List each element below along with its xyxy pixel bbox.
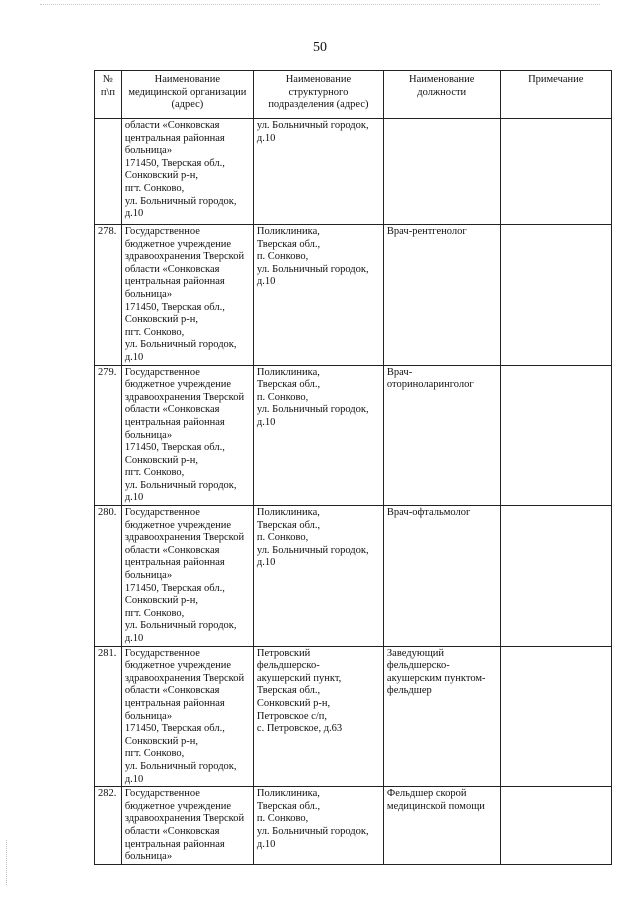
- subdivision-cell: [253, 225, 383, 366]
- organization-cell-line: больница»: [124, 710, 173, 722]
- organization-cell-line: ул. Больничный городок,: [124, 620, 237, 632]
- organization-cell-line: бюджетное учреждение: [124, 238, 232, 250]
- organization-cell-line: ул. Больничный городок,: [124, 339, 237, 351]
- organization-cell-line: Сонковский р-н,: [124, 314, 199, 326]
- organization-cell-line: области «Сонковская: [124, 685, 220, 697]
- organization-cell-line: здравоохранения Тверской: [124, 391, 245, 403]
- subdivision-cell-line: Петровское с/п,: [256, 710, 327, 722]
- subdivision-cell-line: Тверская обл.,: [256, 800, 321, 812]
- position-cell-line: Врач-офтальмолог: [386, 507, 471, 519]
- organization-cell-line: бюджетное учреждение: [124, 660, 232, 672]
- organization-cell-line: здравоохранения Тверской: [124, 532, 245, 544]
- subdivision-cell: [253, 646, 383, 787]
- organization-cell-line: пгт. Сонково,: [124, 748, 185, 760]
- organization-cell-line: пгт. Сонково,: [124, 467, 185, 479]
- table-row: [95, 646, 612, 787]
- subdivision-cell: [253, 787, 383, 865]
- organization-cell-line: д.10: [124, 492, 144, 504]
- organization-cell-line: 171450, Тверская обл.,: [124, 157, 225, 169]
- table-header-row: [95, 71, 612, 119]
- position-cell-line: фельдшер: [386, 685, 432, 697]
- organization-cell-line: области «Сонковская: [124, 825, 220, 837]
- organization-cell-line: д.10: [124, 633, 144, 644]
- organization-cell-line: 171450, Тверская обл.,: [124, 582, 225, 594]
- organization-cell-line: Сонковский р-н,: [124, 454, 199, 466]
- positions-table: [94, 70, 612, 865]
- organization-cell-line: бюджетное учреждение: [124, 800, 232, 812]
- organization-cell-line: области «Сонковская: [124, 120, 220, 131]
- organization-cell-line: больница»: [124, 851, 173, 863]
- organization-cell-line: ул. Больничный городок,: [124, 479, 237, 491]
- position-cell: [383, 506, 500, 647]
- subdivision-cell-line: п. Сонково,: [256, 391, 309, 403]
- table-row: [95, 225, 612, 366]
- subdivision-cell: [253, 365, 383, 506]
- organization-cell-line: пгт. Сонково,: [124, 326, 185, 338]
- subdivision-cell-line: ул. Больничный городок,: [256, 404, 369, 416]
- header-position: Наименование должности: [383, 71, 500, 119]
- row-number: 278.: [95, 225, 122, 366]
- position-cell-line: Врач-: [386, 366, 413, 378]
- header-organization: Наименование медицинской организации (адрес): [121, 71, 253, 119]
- subdivision-cell-line: д.10: [256, 276, 276, 288]
- header-num: № п\п: [95, 71, 122, 119]
- organization-cell-line: больница»: [124, 288, 173, 300]
- position-cell-line: фельдшерско-: [386, 660, 450, 672]
- organization-cell-line: 171450, Тверская обл.,: [124, 301, 225, 313]
- subdivision-cell-line: ул. Больничный городок,: [256, 544, 369, 556]
- subdivision-cell-line: ул. Больничный городок,: [256, 120, 369, 131]
- organization-cell-line: бюджетное учреждение: [124, 379, 232, 391]
- note-cell: [500, 506, 611, 647]
- subdivision-cell-line: Поликлиника,: [256, 226, 320, 237]
- organization-cell-line: Государственное: [124, 788, 200, 800]
- organization-cell-line: области «Сонковская: [124, 544, 220, 556]
- organization-cell: [121, 365, 253, 506]
- subdivision-cell-line: п. Сонково,: [256, 813, 309, 825]
- organization-cell-line: ул. Больничный городок,: [124, 195, 237, 207]
- organization-cell-line: здравоохранения Тверской: [124, 672, 245, 684]
- row-number: 279.: [95, 365, 122, 506]
- subdivision-cell: [253, 506, 383, 647]
- subdivision-cell-line: Тверская обл.,: [256, 238, 321, 250]
- subdivision-cell-line: Поликлиника,: [256, 366, 320, 378]
- position-cell-line: акушерским пунктом-: [386, 672, 486, 684]
- organization-cell-line: 171450, Тверская обл.,: [124, 442, 225, 454]
- page-number: 50: [313, 40, 327, 55]
- note-cell: [500, 646, 611, 787]
- organization-cell-line: Государственное: [124, 226, 200, 237]
- organization-cell-line: центральная районная: [124, 276, 225, 288]
- organization-cell-line: центральная районная: [124, 557, 225, 569]
- position-cell-line: Врач-рентгенолог: [386, 226, 467, 237]
- table-row: [95, 119, 612, 225]
- header-subdivision: Наименование структурного подразделения (адрес): [253, 71, 383, 119]
- scan-top-edge: [40, 4, 600, 6]
- position-cell: [383, 365, 500, 506]
- organization-cell: [121, 646, 253, 787]
- header-note: Примечание: [500, 71, 611, 119]
- position-cell-line: медицинской помощи: [386, 800, 485, 812]
- subdivision-cell-line: д.10: [256, 416, 276, 428]
- organization-cell-line: центральная районная: [124, 132, 225, 144]
- organization-cell-line: пгт. Сонково,: [124, 182, 185, 194]
- subdivision-cell-line: Петровский: [256, 647, 311, 659]
- subdivision-cell-line: д.10: [256, 838, 276, 850]
- subdivision-cell-line: п. Сонково,: [256, 532, 309, 544]
- organization-cell-line: д.10: [124, 351, 144, 363]
- position-cell-line: Фельдшер скорой: [386, 788, 467, 800]
- organization-cell-line: Сонковский р-н,: [124, 170, 199, 182]
- table-body: [95, 119, 612, 865]
- subdivision-cell-line: д.10: [256, 132, 276, 144]
- note-cell: [500, 119, 611, 225]
- organization-cell-line: пгт. Сонково,: [124, 607, 185, 619]
- organization-cell: [121, 225, 253, 366]
- position-cell-line: оториноларинголог: [386, 379, 474, 391]
- organization-cell-line: больница»: [124, 145, 173, 157]
- subdivision-cell-line: с. Петровское, д.63: [256, 723, 343, 735]
- organization-cell-line: д.10: [124, 208, 144, 220]
- table-row: [95, 365, 612, 506]
- row-number: 282.: [95, 787, 122, 865]
- note-cell: [500, 787, 611, 865]
- organization-cell: [121, 506, 253, 647]
- row-number: [95, 119, 122, 225]
- organization-cell-line: Сонковский р-н,: [124, 595, 199, 607]
- organization-cell: [121, 787, 253, 865]
- organization-cell-line: центральная районная: [124, 697, 225, 709]
- subdivision-cell: [253, 119, 383, 225]
- position-cell: [383, 646, 500, 787]
- organization-cell-line: здравоохранения Тверской: [124, 813, 245, 825]
- subdivision-cell-line: акушерский пункт,: [256, 672, 342, 684]
- organization-cell-line: д.10: [124, 773, 144, 785]
- subdivision-cell-line: Тверская обл.,: [256, 379, 321, 391]
- position-cell: [383, 119, 500, 225]
- organization-cell-line: центральная районная: [124, 838, 225, 850]
- subdivision-cell-line: ул. Больничный городок,: [256, 263, 369, 275]
- organization-cell-line: области «Сонковская: [124, 263, 220, 275]
- organization-cell-line: больница»: [124, 570, 173, 582]
- table-row: [95, 787, 612, 865]
- row-number: 281.: [95, 646, 122, 787]
- position-cell: [383, 787, 500, 865]
- note-cell: [500, 225, 611, 366]
- organization-cell-line: здравоохранения Тверской: [124, 251, 245, 263]
- organization-cell-line: бюджетное учреждение: [124, 519, 232, 531]
- organization-cell-line: Государственное: [124, 647, 200, 659]
- subdivision-cell-line: д.10: [256, 557, 276, 569]
- organization-cell-line: ул. Больничный городок,: [124, 760, 237, 772]
- organization-cell-line: области «Сонковская: [124, 404, 220, 416]
- subdivision-cell-line: п. Сонково,: [256, 251, 309, 263]
- subdivision-cell-line: Поликлиника,: [256, 507, 320, 519]
- subdivision-cell-line: Поликлиника,: [256, 788, 320, 800]
- organization-cell-line: больница»: [124, 429, 173, 441]
- subdivision-cell-line: Тверская обл.,: [256, 685, 321, 697]
- organization-cell-line: Государственное: [124, 366, 200, 378]
- organization-cell-line: центральная районная: [124, 416, 225, 428]
- position-cell-line: Заведующий: [386, 647, 445, 659]
- position-cell: [383, 225, 500, 366]
- organization-cell-line: Государственное: [124, 507, 200, 519]
- table-row: [95, 506, 612, 647]
- organization-cell: [121, 119, 253, 225]
- subdivision-cell-line: Тверская обл.,: [256, 519, 321, 531]
- organization-cell-line: 171450, Тверская обл.,: [124, 723, 225, 735]
- organization-cell-line: Сонковский р-н,: [124, 735, 199, 747]
- scan-side-edge: [6, 840, 8, 885]
- subdivision-cell-line: Сонковский р-н,: [256, 697, 331, 709]
- subdivision-cell-line: фельдшерско-: [256, 660, 320, 672]
- subdivision-cell-line: ул. Больничный городок,: [256, 825, 369, 837]
- row-number: 280.: [95, 506, 122, 647]
- note-cell: [500, 365, 611, 506]
